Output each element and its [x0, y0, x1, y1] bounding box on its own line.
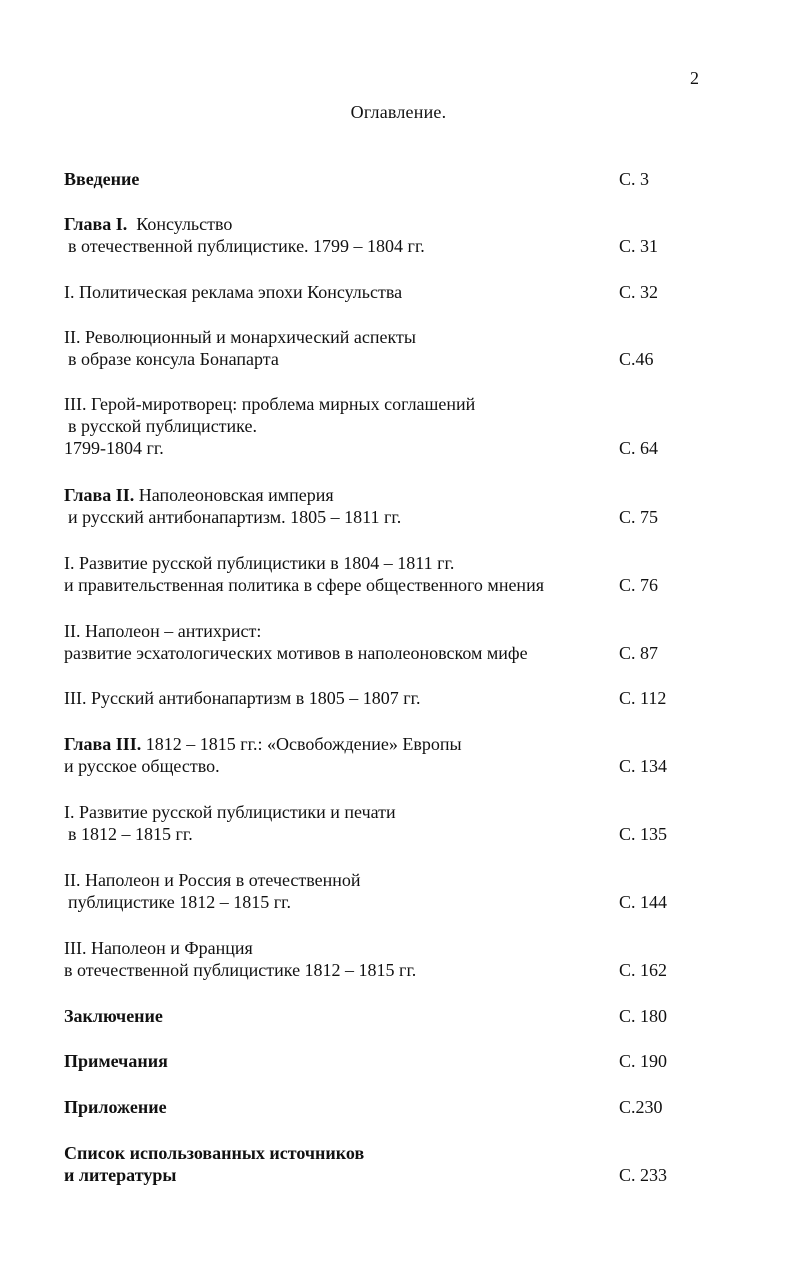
entry-title: [64, 620, 604, 664]
entry-page: С. 180: [619, 1006, 668, 1026]
entry-title: [64, 393, 604, 459]
entry-line: в отечественной публицистике. 1799 – 1804 гг.: [68, 236, 425, 256]
chapter-title: Наполеоновская империя: [138, 485, 334, 505]
entry-title: [64, 1142, 604, 1186]
entry-page: С.46: [619, 349, 654, 369]
entry-page: С. 162: [619, 960, 668, 980]
entry-line: III. Русский антибонапартизм в 1805 – 1807 гг.: [64, 688, 421, 708]
entry-page: С. 112: [619, 688, 667, 708]
entry-line: II. Революционный и монархический аспекты: [64, 327, 416, 347]
entry-line: публицистике 1812 – 1815 гг.: [68, 892, 291, 912]
entry-page: С. 135: [619, 824, 668, 844]
entry-title: [64, 687, 604, 709]
entry-line: и правительственная политика в сфере общественного мнения: [64, 575, 544, 595]
entry-line: I. Развитие русской публицистики и печати: [64, 802, 396, 822]
entry-page: С. 87: [619, 643, 659, 663]
entry-title: [64, 869, 604, 913]
entry-line: и русское общество.: [64, 756, 220, 776]
entry-page: С.230: [619, 1097, 663, 1117]
entry-title: [64, 168, 604, 190]
entry-line: II. Наполеон и Россия в отечественной: [64, 870, 361, 890]
chapter-label: Глава I.: [64, 214, 128, 234]
entry-line: и литературы: [64, 1165, 177, 1185]
entry-line: в образе консула Бонапарта: [68, 349, 279, 369]
entry-page: С. 32: [619, 282, 659, 302]
entry-line: Примечания: [64, 1051, 168, 1071]
entry-title: [64, 801, 604, 845]
entry-line: III. Герой-миротворец: проблема мирных соглашений: [64, 394, 476, 414]
entry-line: развитие эсхатологических мотивов в наполеоновском мифе: [64, 643, 528, 663]
entry-line: III. Наполеон и Франция: [64, 938, 253, 958]
entry-title: [64, 552, 604, 596]
entry-title: [64, 484, 604, 528]
chapter-label: Глава II.: [64, 485, 135, 505]
entry-page: С. 190: [619, 1051, 668, 1071]
chapter-label: Глава III.: [64, 734, 142, 754]
page-number: 2: [690, 68, 699, 88]
entry-line: в 1812 – 1815 гг.: [68, 824, 193, 844]
entry-page: С. 64: [619, 438, 659, 458]
entry-line: в русской публицистике.: [68, 416, 257, 436]
entry-line: Заключение: [64, 1006, 163, 1026]
entry-title: [64, 326, 604, 370]
entry-line: I. Политическая реклама эпохи Консульства: [64, 282, 403, 302]
entry-page: С. 76: [619, 575, 659, 595]
entry-page: С. 75: [619, 507, 659, 527]
entry-page: С. 134: [619, 756, 668, 776]
chapter-title: Консульство: [136, 214, 233, 234]
entry-line: Приложение: [64, 1097, 167, 1117]
entry-line: в отечественной публицистике 1812 – 1815 гг.: [64, 960, 417, 980]
toc-title: Оглавление.: [350, 102, 447, 122]
entry-page: С. 3: [619, 169, 650, 189]
entry-line: I. Развитие русской публицистики в 1804 – 1811 гг.: [64, 553, 455, 573]
entry-line: Введение: [64, 169, 140, 189]
entry-line: Список использованных источников: [64, 1143, 365, 1163]
entry-title: [64, 1096, 604, 1118]
entry-line: II. Наполеон – антихрист:: [64, 621, 262, 641]
entry-page: С. 144: [619, 892, 668, 912]
entry-line: и русский антибонапартизм. 1805 – 1811 гг.: [68, 507, 402, 527]
entry-line: 1799-1804 гг.: [64, 438, 164, 458]
chapter-title: 1812 – 1815 гг.: «Освобождение» Европы: [145, 734, 462, 754]
entry-page: С. 31: [619, 236, 659, 256]
entry-title: [64, 1050, 604, 1072]
entry-title: [64, 281, 604, 303]
entry-page: С. 233: [619, 1165, 668, 1185]
entry-title: [64, 733, 604, 777]
entry-title: [64, 937, 604, 981]
entry-title: [64, 213, 604, 257]
entry-title: [64, 1005, 604, 1027]
